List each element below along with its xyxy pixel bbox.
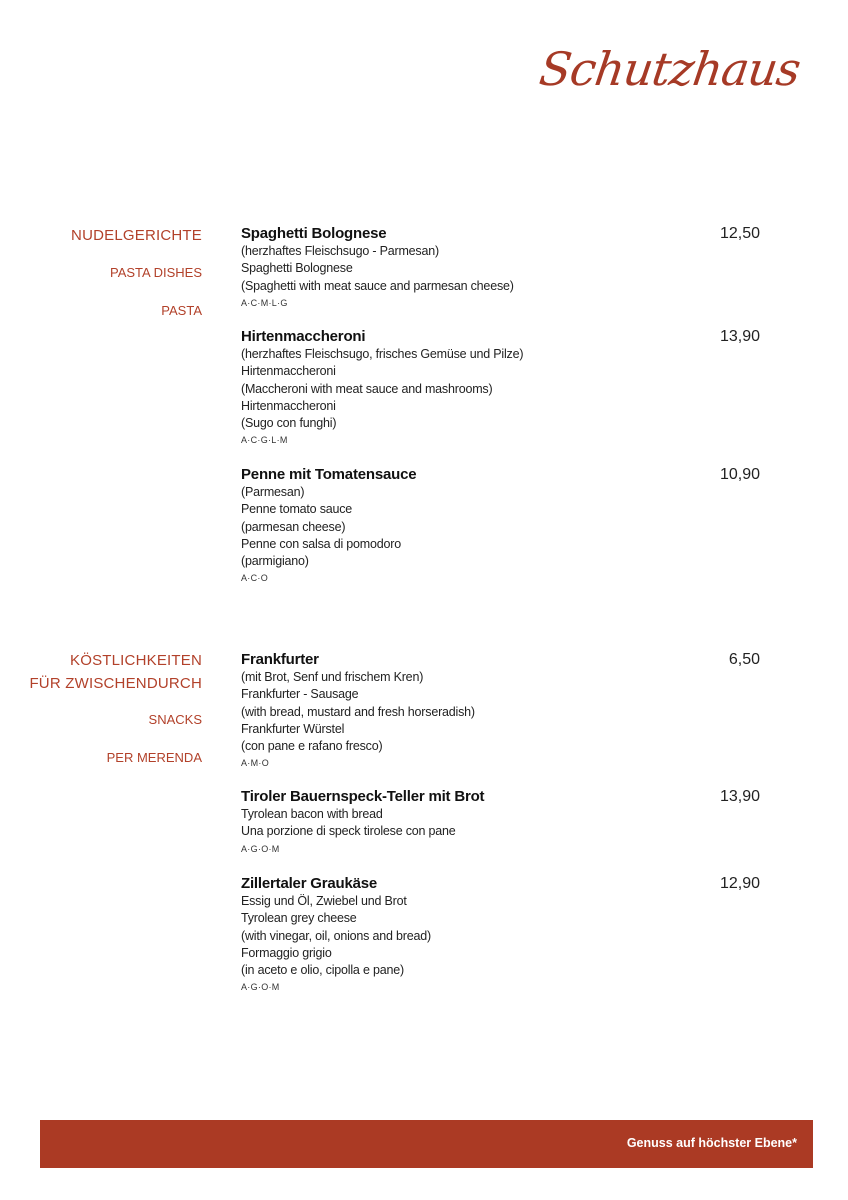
item-price: 6,50 bbox=[728, 651, 760, 668]
item-description: (herzhaftes Fleischsugo - Parmesan) bbox=[241, 244, 439, 258]
footer-bar bbox=[40, 1120, 813, 1168]
menu-item bbox=[241, 651, 761, 770]
category-title-de: FÜR ZWISCHENDURCH bbox=[29, 675, 202, 692]
item-description: Una porzione di speck tirolese con pane bbox=[241, 824, 456, 839]
item-name: Frankfurter bbox=[241, 651, 319, 668]
item-allergens: A·G·O·M bbox=[241, 843, 280, 854]
menu-item bbox=[241, 225, 761, 310]
item-description: Frankfurter Würstel bbox=[241, 721, 345, 736]
item-price: 13,90 bbox=[719, 328, 760, 345]
item-allergens: A·M·O bbox=[241, 758, 269, 769]
menu-item bbox=[241, 328, 761, 447]
category-title-it: PER MERENDA bbox=[106, 750, 202, 765]
menu-item bbox=[241, 466, 761, 585]
item-name: Spaghetti Bolognese bbox=[241, 225, 387, 242]
footer-tagline: Genuss auf höchster Ebene* bbox=[626, 1136, 797, 1150]
item-allergens: A·C·O bbox=[241, 573, 268, 584]
item-description: (parmigiano) bbox=[241, 554, 309, 569]
menu-item bbox=[241, 788, 761, 856]
item-name: Tiroler Bauernspeck-Teller mit Brot bbox=[241, 788, 485, 805]
brand-logo: Schutzhaus bbox=[536, 42, 804, 96]
item-description: (Maccheroni with meat sauce and mashrooms) bbox=[241, 381, 493, 396]
item-price: 12,90 bbox=[719, 875, 760, 892]
item-price: 10,90 bbox=[719, 466, 760, 483]
item-allergens: A·C·G·L·M bbox=[241, 435, 288, 446]
item-price: 12,50 bbox=[719, 225, 760, 242]
item-allergens: A·C·M·L·G bbox=[241, 297, 288, 308]
item-description: Formaggio grigio bbox=[241, 945, 332, 960]
item-description: (with bread, mustard and fresh horseradish) bbox=[241, 704, 475, 719]
menu-item bbox=[241, 875, 761, 994]
item-description: Spaghetti Bolognese bbox=[241, 261, 353, 276]
category-title-en: PASTA DISHES bbox=[110, 265, 202, 280]
category-title-de: KÖSTLICHKEITEN bbox=[70, 652, 202, 669]
item-description: Tyrolean grey cheese bbox=[241, 911, 357, 926]
item-description: (parmesan cheese) bbox=[241, 519, 346, 534]
item-description: Tyrolean bacon with bread bbox=[241, 807, 383, 821]
item-description: Penne con salsa di pomodoro bbox=[241, 536, 401, 551]
category-title-de: NUDELGERICHTE bbox=[71, 227, 202, 244]
item-allergens: A·G·O·M bbox=[241, 982, 280, 993]
category-title-it: PASTA bbox=[161, 303, 202, 318]
item-description: Essig und Öl, Zwiebel und Brot bbox=[241, 894, 407, 908]
item-price: 13,90 bbox=[719, 788, 760, 805]
item-description: (with vinegar, oil, onions and bread) bbox=[241, 928, 431, 943]
item-description: (Spaghetti with meat sauce and parmesan cheese) bbox=[241, 278, 514, 293]
item-description: (Parmesan) bbox=[241, 485, 305, 499]
item-description: (mit Brot, Senf und frischem Kren) bbox=[241, 670, 424, 684]
item-description: Frankfurter - Sausage bbox=[241, 687, 359, 702]
item-description: Hirtenmaccheroni bbox=[241, 398, 336, 413]
item-description: (con pane e rafano fresco) bbox=[241, 739, 383, 754]
item-description: (Sugo con funghi) bbox=[241, 416, 337, 431]
item-description: (in aceto e olio, cipolla e pane) bbox=[241, 963, 404, 978]
category-title-en: SNACKS bbox=[148, 712, 202, 727]
item-description: Hirtenmaccheroni bbox=[241, 364, 336, 379]
item-name: Zillertaler Graukäse bbox=[241, 875, 378, 892]
item-description: Penne tomato sauce bbox=[241, 502, 353, 517]
item-description: (herzhaftes Fleischsugo, frisches Gemüse und Pilze) bbox=[241, 347, 524, 361]
item-name: Penne mit Tomatensauce bbox=[241, 466, 417, 483]
item-name: Hirtenmaccheroni bbox=[241, 328, 366, 345]
